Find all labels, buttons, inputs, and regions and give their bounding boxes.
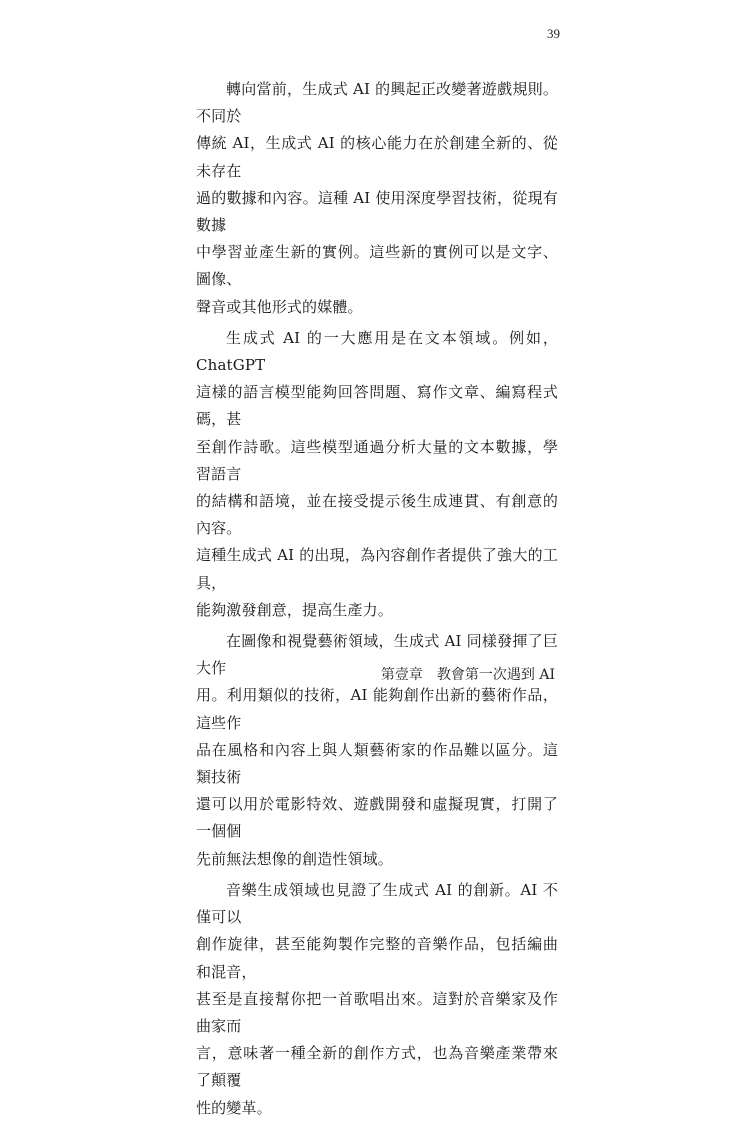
paragraph-generative-ai-intro: 轉向當前，生成式 AI 的興起正改變著遊戲規則。不同於 傳統 AI，生成式 AI 的核心能力在於創建全新的、從未存在 過的數據和內容。這種 AI 使用深度學習技術，從現有數據 中學習並產生新的實例。這些新的實例可以是文字、圖像、 聲音或其他形式的媒體。 xyxy=(196,80,558,316)
paragraph-text-applications: 生成式 AI 的一大應用是在文本領域。例如，ChatGPT 這樣的語言模型能夠回答問題、寫作文章、編寫程式碼，甚 至創作詩歌。這些模型通過分析大量的文本數據，學習語言 的結構和語境，並在接受提示後生成連貫、有創意的內容。 這種生成式 AI 的出現，為內容創作者提供了強大的工具， 能夠激發創意，提高生產力。 xyxy=(196,328,558,619)
page-number: 39 xyxy=(547,26,560,41)
paragraph-visual-art: 在圖像和視覺藝術領域，生成式 AI 同樣發揮了巨大作 用。利用類似的技術，AI 能夠創作出新的藝術作品，這些作 品在風格和內容上與人類藝術家的作品難以區分。這類技術 還可以用於電影特效、遊戲開發和虛擬現實，打開了一個個 先前無法想像的創造性領域。 xyxy=(196,632,558,868)
body-text xyxy=(196,76,558,1126)
running-footer: 第壹章 教會第一次遇到 AI xyxy=(380,667,555,683)
paragraph-music-generation: 音樂生成領域也見證了生成式 AI 的創新。AI 不僅可以 創作旋律，甚至能夠製作完整的音樂作品，包括編曲和混音， 甚至是直接幫你把一首歌唱出來。這對於音樂家及作曲家而 言，意味著一種全新的創作方式，也為音樂產業帶來了顛覆 性的變革。 xyxy=(196,880,558,1117)
